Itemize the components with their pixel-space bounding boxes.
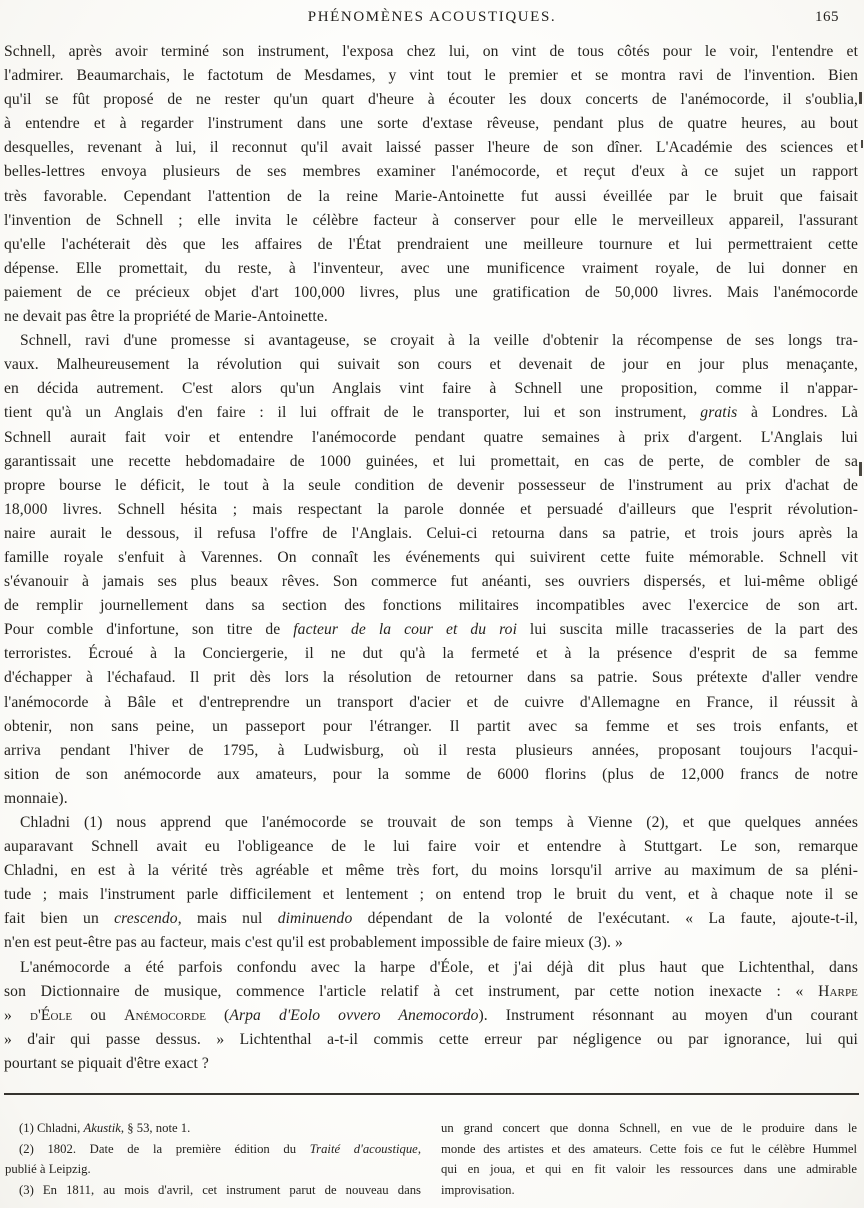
text-line bbox=[5, 1180, 421, 1201]
body-text bbox=[0, 40, 864, 1076]
text-run: propre bourse le déficit, le tout à la seule condition de devenir possesseur de l'instrument au prix d'achat de bbox=[4, 476, 858, 494]
text-line bbox=[5, 1118, 421, 1139]
text-run: garantissait une recette hebdomadaire de 1000 guinées, et lui promettait, en cas de perte, de combler de sa bbox=[4, 452, 858, 470]
text-run: obtenir, non sans peine, un passeport pour l'étranger. Il partit avec sa femme et ses trois enfants, et bbox=[4, 717, 858, 735]
italic-text: gratis bbox=[700, 404, 738, 422]
text-run: , § 53, note 1. bbox=[120, 1121, 191, 1136]
text-run: auparavant Schnell avait eu l'obligeance de le lui faire voir et entendre à Stuttgart. Le son, remarque bbox=[4, 838, 858, 856]
text-run: terroristes. Écroué à la Conciergerie, il ne dut qu'à la fermeté et à la présence d'esprit de sa femme bbox=[4, 645, 858, 663]
text-line bbox=[4, 257, 858, 281]
text-run: Schnell aurait fait voir et entendre l'anémocorde pendant quatre semaines à prix d'argent. L'Anglais lui bbox=[4, 428, 858, 446]
text-run: Pour comble d'infortune, son titre de bbox=[4, 621, 294, 639]
text-run: improvisation. bbox=[441, 1182, 515, 1197]
text-line bbox=[4, 739, 858, 763]
text-run: dépendant de la volonté de l'exécutant. « La faute, ajoute-t-il, bbox=[352, 910, 858, 928]
text-run: 18,000 livres. Schnell hésita ; mais respectant la parole donnée et persuadé d'ailleurs que l'esprit révolution- bbox=[4, 500, 858, 518]
text-run: , bbox=[417, 1141, 421, 1156]
text-line bbox=[4, 811, 858, 835]
text-run: qui en joua, et qui en fit valoir les ressources dans une admirable bbox=[441, 1162, 857, 1177]
text-line bbox=[4, 281, 858, 305]
text-line bbox=[4, 956, 858, 980]
text-run: (3) En 1811, au mois d'avril, cet instrument parut de nouveau dans bbox=[19, 1182, 421, 1197]
text-line bbox=[4, 450, 858, 474]
text-line bbox=[441, 1139, 857, 1160]
text-line bbox=[4, 715, 858, 739]
smallcaps-text: Harpe bbox=[818, 982, 858, 1000]
text-run: monde des artistes et des amateurs. Cette fois ce fut le célèbre Hummel bbox=[441, 1141, 857, 1156]
text-run: ). Instrument résonnant au moyen d'un courant bbox=[478, 1006, 858, 1024]
italic-text: Traité d'acoustique bbox=[309, 1141, 418, 1156]
page-number: 165 bbox=[815, 9, 839, 25]
text-run: (2) 1802. Date de la première édition du bbox=[19, 1141, 310, 1156]
italic-text: crescendo bbox=[114, 910, 178, 928]
text-run: l'admirer. Beaumarchais, le factotum de Mesdames, y vint tout le premier et se montra ravi de l'invention. Bien bbox=[4, 67, 858, 85]
text-line bbox=[4, 1052, 858, 1076]
italic-text: diminuendo bbox=[277, 910, 353, 928]
text-line bbox=[4, 136, 858, 160]
text-line bbox=[4, 185, 858, 209]
text-line bbox=[4, 618, 858, 642]
footnote-separator-rule bbox=[4, 1093, 859, 1095]
text-line bbox=[4, 691, 858, 715]
smallcaps-text: d'Éole bbox=[29, 1006, 73, 1024]
text-run: à Londres. Là bbox=[737, 404, 859, 422]
text-run: Chladni, en est à la vérité très agréable et même très fort, du moins lorsqu'il arrive au maximum de sa pléni- bbox=[4, 862, 858, 880]
text-run: L'anémocorde a été parfois confondu avec la harpe d'Éole, et j'ai déjà dit plus haut que Lichtenthal, dans bbox=[20, 958, 858, 976]
text-line bbox=[4, 377, 858, 401]
text-line bbox=[4, 787, 858, 811]
scan-artifact bbox=[859, 462, 862, 476]
footnote-column-right bbox=[441, 1118, 857, 1200]
text-run: tient qu'à un Anglais d'en faire : il lui offrait de le transporter, lui et son instrument, bbox=[4, 404, 701, 422]
text-line bbox=[4, 835, 858, 859]
text-line bbox=[4, 546, 858, 570]
italic-text: facteur de la cour et du roi bbox=[293, 621, 518, 639]
text-run: l'anémocorde à Bâle et d'entreprendre un transport d'acier et de cuivre d'Allemagne en France, il réussit à bbox=[4, 693, 858, 711]
text-line bbox=[4, 570, 858, 594]
text-line bbox=[441, 1118, 857, 1139]
text-line bbox=[4, 931, 858, 955]
text-line bbox=[4, 1004, 858, 1028]
text-line bbox=[4, 64, 858, 88]
text-line bbox=[4, 40, 858, 64]
running-title: PHÉNOMÈNES ACOUSTIQUES. bbox=[307, 9, 557, 25]
text-line bbox=[4, 980, 858, 1004]
text-run: Schnell, après avoir terminé son instrument, l'exposa chez lui, on vint de tous côtés pour le voir, l'entendre et bbox=[4, 43, 858, 60]
text-line bbox=[4, 907, 858, 931]
text-run: s'évanouir à jamais ses plus beaux rêves. Son commerce fut anéanti, ses ouvriers dispersés, et lui-même obligé bbox=[4, 573, 858, 591]
text-run: de remplir journellement dans sa section des fonctions militaires incompatibles avec l'exercice de son art. bbox=[4, 597, 858, 615]
scan-artifact bbox=[861, 140, 863, 148]
text-line bbox=[4, 426, 858, 450]
text-run: arriva pendant l'hiver de 1795, à Ludwisburg, où il resta plusieurs années, proposant toujours l'acqui- bbox=[4, 741, 858, 759]
text-line bbox=[4, 642, 858, 666]
text-line bbox=[4, 666, 858, 690]
text-line bbox=[4, 329, 858, 353]
text-run: lui suscita mille tracasseries de la part des bbox=[517, 621, 858, 639]
text-run: vaux. Malheureusement la révolution qui suivait son cours et devenait de jour en jour plus menaçante, bbox=[4, 356, 858, 374]
text-line bbox=[4, 353, 858, 377]
text-line bbox=[4, 112, 858, 136]
text-line bbox=[4, 522, 858, 546]
page-header bbox=[0, 0, 864, 35]
text-run: naire aurait le dessous, il refusa l'offre de l'Anglais. Celui-ci retourna dans sa patrie, et trois jours après la bbox=[4, 524, 858, 542]
text-line bbox=[441, 1159, 857, 1180]
text-run: paiement de ce précieux objet d'art 100,000 livres, plus une gratification de 50,000 livres. Mais l'anémocorde bbox=[4, 283, 858, 301]
scan-artifact bbox=[859, 92, 862, 104]
text-line bbox=[4, 305, 858, 329]
text-run: publié à Leipzig. bbox=[5, 1162, 91, 1177]
text-run: belles-lettres envoya plusieurs de ses membres examiner l'anémocorde, et reçut d'eux à ce sujet un rapport bbox=[4, 163, 858, 181]
text-line bbox=[4, 474, 858, 498]
text-line bbox=[4, 883, 858, 907]
text-line bbox=[4, 594, 858, 618]
text-run: fait bien un bbox=[4, 910, 115, 928]
text-line bbox=[4, 498, 858, 522]
text-line bbox=[4, 859, 858, 883]
text-line bbox=[5, 1139, 421, 1160]
text-run: tude ; mais l'instrument parle difficilement et lentement ; on entend trop le bruit du vent, et à chaque note il se bbox=[4, 886, 858, 904]
text-run: l'invention de Schnell ; elle invita le célèbre facteur à conserver pour elle le merveilleux appareil, l'assurant bbox=[4, 211, 858, 229]
text-run: » d'air qui passe dessus. » Lichtenthal a-t-il commis cette erreur par négligence ou par ignorance, lui qui bbox=[4, 1030, 858, 1048]
text-run: qu'elle l'achéterait dès que les affaires de l'État prendraient une meilleure tournure et lui permettraient cette bbox=[4, 235, 858, 253]
text-run: (1) Chladni, bbox=[19, 1121, 84, 1136]
text-line bbox=[4, 233, 858, 257]
text-line bbox=[4, 160, 858, 184]
text-run: desquelles, revenant à lui, il reconnut qu'il avait laissé passer l'heure de son dîner. L'Académie des sciences et bbox=[4, 139, 858, 157]
text-run: pourtant se piquait d'être exact ? bbox=[4, 1054, 209, 1072]
text-run: famille royale s'enfuit à Varennes. On connaît les événements qui suivirent cette fuite mémorable. Schnell vit bbox=[4, 548, 858, 566]
text-run: » bbox=[4, 1006, 30, 1024]
italic-text: Arpa d'Eolo ovvero Anemocordo bbox=[229, 1006, 479, 1024]
text-run: ou bbox=[72, 1006, 125, 1024]
text-run: en décida autrement. C'est alors qu'un Anglais vint faire à Schnell une proposition, comme il n'appar- bbox=[4, 380, 858, 398]
smallcaps-text: Anémocorde bbox=[124, 1006, 207, 1024]
text-line bbox=[4, 1028, 858, 1052]
text-line bbox=[4, 209, 858, 233]
text-run: ( bbox=[206, 1006, 230, 1024]
text-run: à entendre et à regarder l'instrument dans une sorte d'extase rêveuse, pendant plus de quatre heures, au bout bbox=[4, 115, 858, 133]
text-run: son Dictionnaire de musique, commence l'article relatif à cet instrument, par cette notion inexacte : « bbox=[4, 982, 819, 1000]
text-run: dépense. Elle promettait, du reste, à l'inventeur, avec une munificence vraiment royale, de lui donner en bbox=[4, 259, 858, 277]
text-run: un grand concert que donna Schnell, en vue de le produire dans le bbox=[441, 1121, 857, 1136]
footnote-column-left bbox=[5, 1118, 421, 1200]
text-run: monnaie). bbox=[4, 789, 68, 807]
text-run: d'échapper à l'échafaud. Il prit dès lors la résolution de retourner dans sa patrie. Sous prétexte d'aller vendre bbox=[4, 669, 858, 687]
text-line bbox=[441, 1180, 857, 1201]
text-run: , mais nul bbox=[177, 910, 278, 928]
text-run: sition de son anémocorde aux amateurs, pour la somme de 6000 florins (plus de 12,000 francs de notre bbox=[4, 765, 858, 783]
text-line bbox=[4, 401, 858, 425]
text-run: Chladni (1) nous apprend que l'anémocorde se trouvait de son temps à Vienne (2), et que quelques années bbox=[20, 814, 858, 831]
text-line bbox=[4, 763, 858, 787]
text-run: qu'il se fût proposé de ne rester qu'un quart d'heure à écouter les doux concerts de l'anémocorde, il s'oublia, bbox=[4, 91, 858, 109]
italic-text: Akustik bbox=[83, 1121, 121, 1136]
text-run: très favorable. Cependant l'attention de la reine Marie-Antoinette fut aussi éveillée par le bruit que faisait bbox=[4, 187, 858, 205]
text-line bbox=[4, 88, 858, 112]
text-run: Schnell, ravi d'une promesse si avantageuse, se croyait à la veille d'obtenir la récompense de ses longs tra- bbox=[20, 332, 858, 350]
text-line bbox=[5, 1159, 421, 1180]
footnotes bbox=[0, 1118, 864, 1200]
text-run: n'en est peut-être pas au facteur, mais c'est qu'il est probablement impossible de faire mieux (3). » bbox=[4, 934, 623, 952]
text-run: ne devait pas être la propriété de Marie-Antoinette. bbox=[4, 308, 328, 326]
